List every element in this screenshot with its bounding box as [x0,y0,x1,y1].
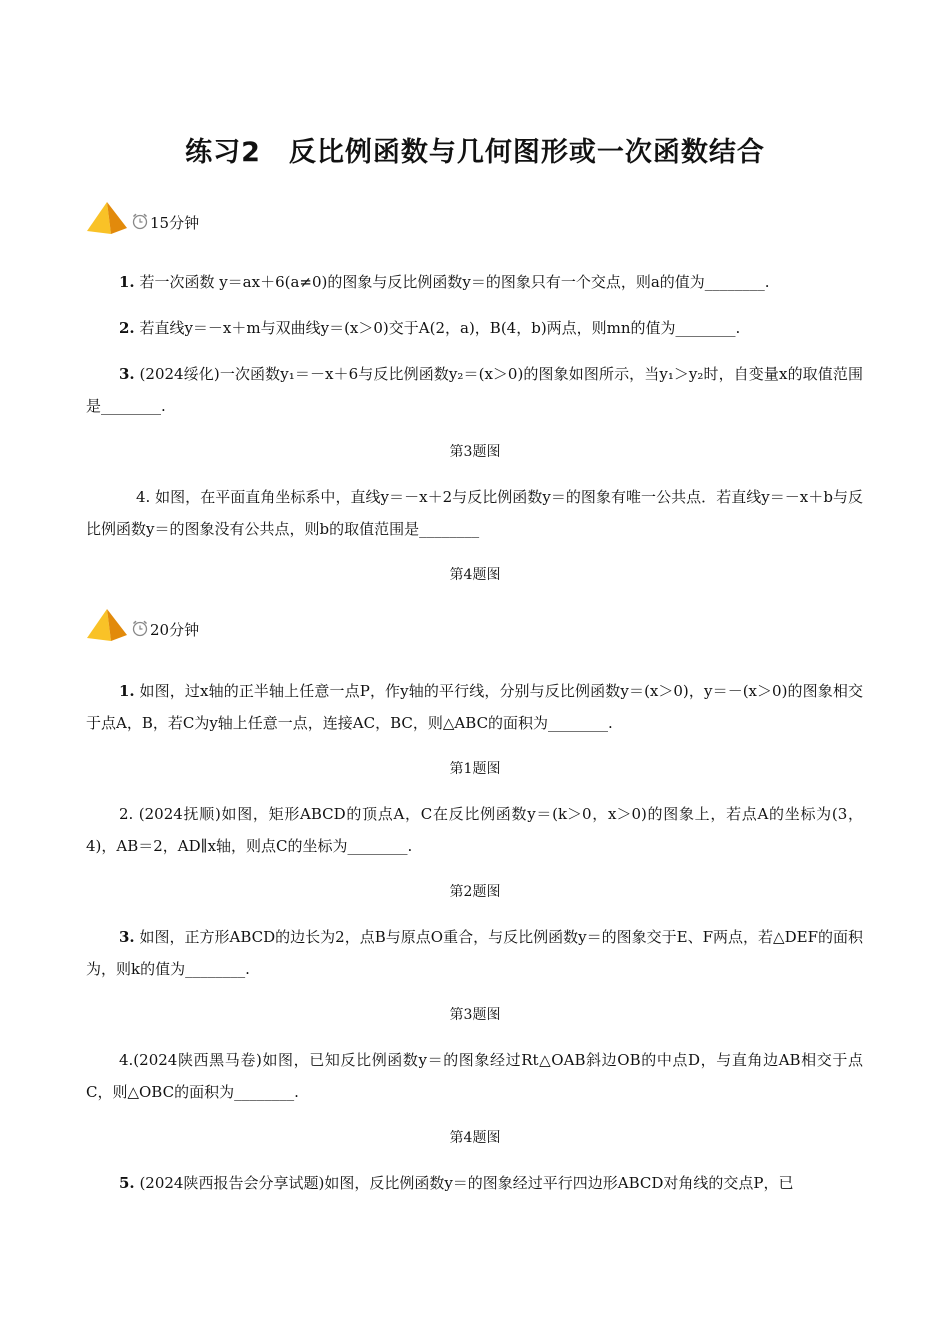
question-1-1 [86,266,863,298]
page-title: 练习2 反比例函数与几何图形或一次函数结合 [185,137,765,168]
question-text: 若一次函数 y＝ax＋6(a≠0)的图象与反比例函数y＝的图象只有一个交点，则a的值为________. [134,273,770,291]
question-2-2 [86,798,863,862]
section-time: 20分钟 [150,620,200,639]
question-text: 2. (2024抚顺)如图，矩形ABCD的顶点A，C在反比例函数y＝(k＞0，x＞0)的图象上，若点A的坐标为(3，4)，AB＝2，AD∥x轴，则点C的坐标为________. [86,805,863,855]
question-text: 如图，正方形ABCD的边长为2，点B与原点O重合，与反比例函数y＝的图象交于E、F两点，若△DEF的面积为，则k的值为________. [86,928,863,978]
question-text: 如图，过x轴的正半轴上任意一点P，作y轴的平行线，分别与反比例函数y＝(x＞0)，y＝－(x＞0)的图象相交于点A，B，若C为y轴上任意一点，连接AC，BC，则△ABC的面积为________. [86,682,863,732]
question-text: 若直线y＝－x＋m与双曲线y＝(x＞0)交于A(2，a)，B(4，b)两点，则mn的值为________. [134,319,741,337]
question-1-2 [86,312,863,344]
question-number: 2. [119,319,135,337]
alarm-clock-icon [131,212,149,230]
question-number: 1. [119,273,135,291]
figure-caption: 第3题图 [449,444,501,460]
section-time: 15分钟 [150,213,200,232]
question-1-4 [86,481,863,545]
alarm-clock-icon [131,619,149,637]
question-2-4 [86,1044,863,1108]
question-1-3 [86,358,863,422]
figure-caption: 第3题图 [449,1007,501,1023]
section-header-1 [86,198,199,238]
figure-caption: 第1题图 [449,761,501,777]
figure-caption: 第2题图 [449,884,501,900]
question-text: 4.(2024陕西黑马卷)如图，已知反比例函数y＝的图象经过Rt△OAB斜边OB的中点D，与直角边AB相交于点C，则△OBC的面积为________. [86,1051,863,1101]
question-text: (2024绥化)一次函数y₁＝－x＋6与反比例函数y₂＝(x＞0)的图象如图所示，当y₁＞y₂时，自变量x的取值范围是________. [86,365,863,415]
question-number: 1. [119,682,135,700]
question-2-3 [86,921,863,985]
pyramid-icon [86,201,128,235]
question-number: 3. [119,928,135,946]
question-2-1 [86,675,863,739]
figure-caption: 第4题图 [449,1130,501,1146]
question-2-5 [86,1167,863,1199]
question-number: 5. [119,1174,135,1192]
pyramid-icon [86,608,128,642]
question-text: 4. 如图，在平面直角坐标系中，直线y＝－x＋2与反比例函数y＝的图象有唯一公共点．若直线y＝－x＋b与反比例函数y＝的图象没有公共点，则b的取值范围是________ [86,488,863,538]
question-text: (2024陕西报告会分享试题)如图，反比例函数y＝的图象经过平行四边形ABCD对角线的交点P，已 [134,1174,794,1192]
figure-caption: 第4题图 [449,567,501,583]
section-header-2 [86,605,199,645]
question-number: 3. [119,365,135,383]
